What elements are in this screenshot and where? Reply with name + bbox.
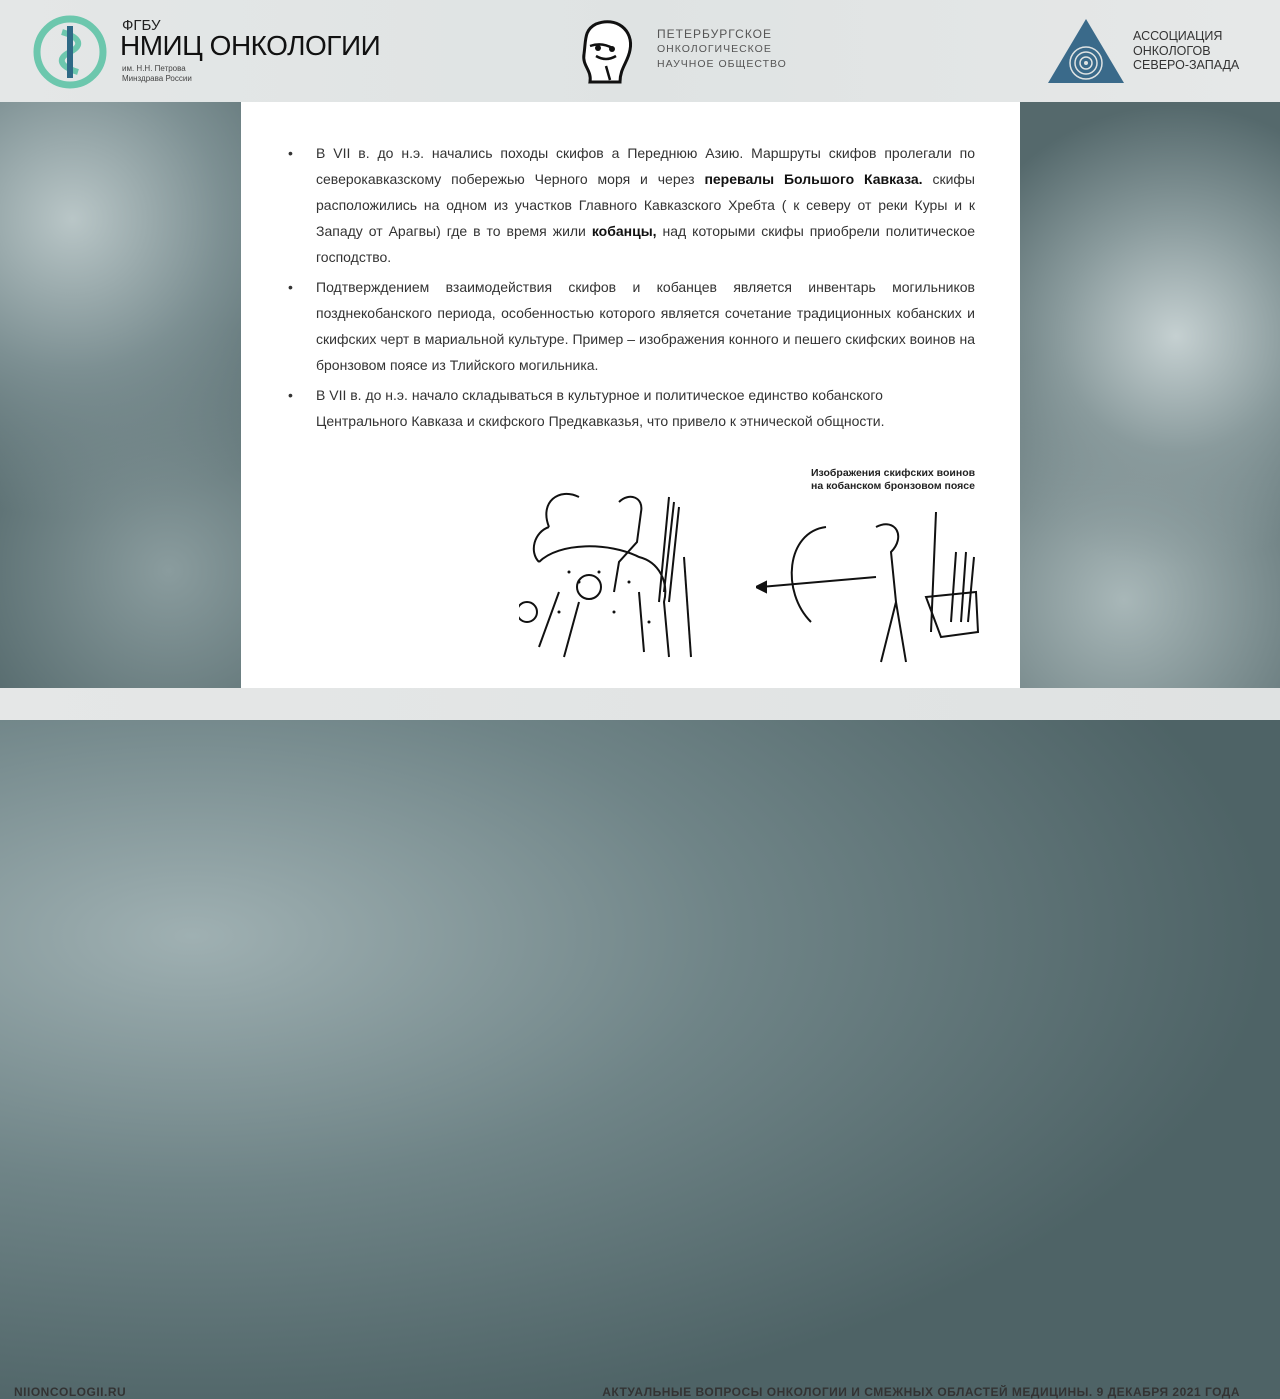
logo1-title: НМИЦ ОНКОЛОГИИ [120,30,381,61]
footer-website-link[interactable]: NIIONCOLOGII.RU [14,1385,127,1399]
bullet-dot: • [288,279,293,295]
logo2-text: ПЕТЕРБУРГСКОЕ ОНКОЛОГИЧЕСКОЕ НАУЧНОЕ ОБЩЕСТВО [657,27,787,70]
society-portrait-logo-icon [576,16,640,86]
footer-event-title: АКТУАЛЬНЫЕ ВОПРОСЫ ОНКОЛОГИИ И СМЕЖНЫХ ОБЛАСТЕЙ МЕДИЦИНЫ. 9 ДЕКАБРЯ 2021 ГОДА [602,1385,1240,1399]
slide-bullets [288,140,975,438]
nmic-logo-icon [32,14,108,90]
bullet-item: • Подтверждением взаимодействия скифов и кобанцев является инвентарь могильников позднекобанского периода, особенностью которого является сочетание традиционных кобанских и скифских черт в мариальной культуре. Пример – изображения конного и пешего скифских воинов на бронзовом поясе из Тлийского могильника. [288,274,975,378]
background-clouds-right [1020,102,1280,688]
archer-warrior-drawing [756,512,996,672]
slide [241,102,1020,688]
bullet-item: • В VII в. до н.э. начало складываться в культурное и политическое единство кобанского Центрального Кавказа и скифского Предкавказья, что привело к этнической общности. [288,382,975,434]
header-banner [0,0,1280,102]
logo1-line1: ФГБУ [122,17,161,34]
bullet-dot: • [288,145,293,161]
logo1-subtitle: им. Н.Н. Петрова Минздрава России [122,64,192,83]
association-triangle-logo-icon [1046,17,1126,85]
bullet-dot: • [288,387,293,403]
footer-banner [0,688,1280,1399]
image-caption: Изображения скифских воинов на кобанском бронзовом поясе [811,467,976,492]
bullet-item: • В VII в. до н.э. начались походы скифов а Переднюю Азию. Маршруты скифов пролегали по северокавказскому побережью Черного моря и через перевалы Большого Кавказа. скифы расположились на одном из участков Главного Кавказского Хребта ( к северу от реки Куры и к Западу от Арагвы) где в то время жили кобанцы, над которыми скифы приобрели политическое господство. [288,140,975,270]
background-clouds-left [0,102,241,688]
logo3-text: АССОЦИАЦИЯ ОНКОЛОГОВ СЕВЕРО-ЗАПАДА [1133,29,1240,72]
mounted-warrior-drawing [519,482,709,667]
